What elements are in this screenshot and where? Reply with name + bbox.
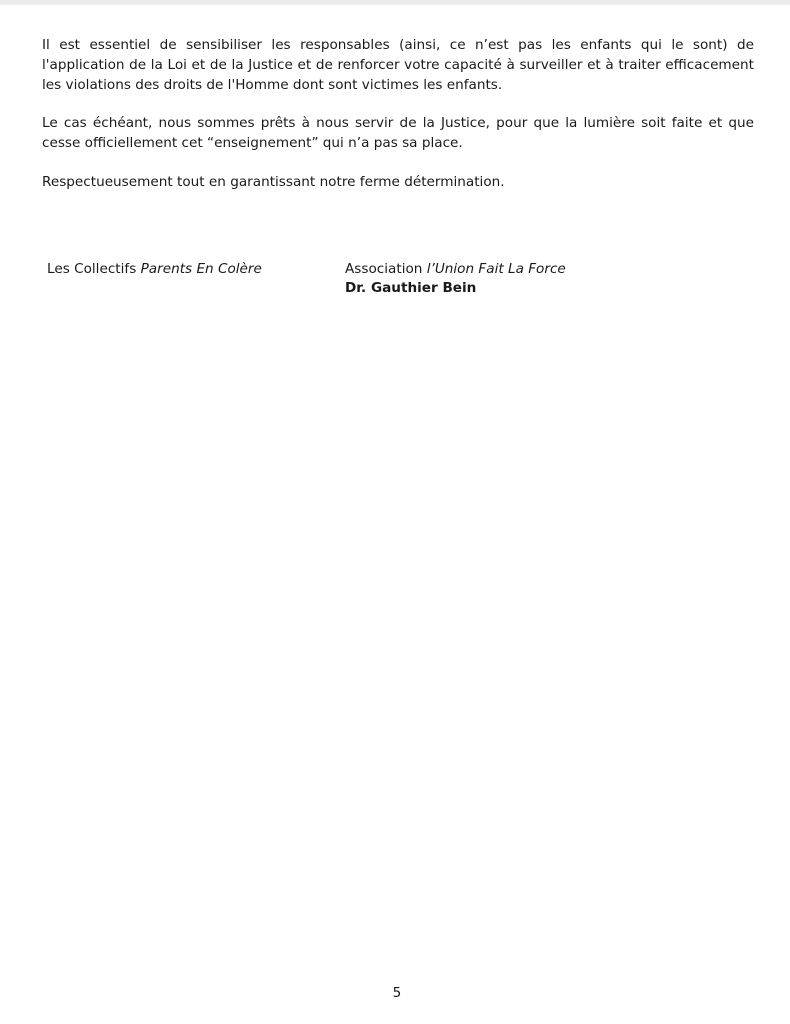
signature-collectifs-italic: Parents En Colère (140, 261, 262, 277)
signature-association-italic: l’Union Fait La Force (426, 261, 566, 277)
paragraph-justice: Le cas échéant, nous sommes prêts à nous servir de la Justice, pour que la lumière soit faite et que cesse officiellement cet “enseignement” qui n’a pas sa place. (42, 115, 754, 151)
signature-association-prefix: Association (345, 261, 427, 277)
signature-association (345, 260, 566, 298)
paragraph-closing: Respectueusement tout en garantissant notre ferme détermination. (42, 174, 505, 190)
page-number: 5 (392, 985, 402, 1001)
signature-collectifs-prefix: Les Collectifs (47, 261, 141, 277)
paragraph-awareness: Il est essentiel de sensibiliser les responsables (ainsi, ce n’est pas les enfants qui le sont) de l'application de la Loi et de la Justice et de renforcer votre capacité à surveiller et à traiter efficacement les violations des droits de l'Homme dont sont victimes les enfants. (42, 37, 754, 93)
signatory-name: Dr. Gauthier Bein (345, 280, 477, 296)
signature-collectifs (47, 260, 262, 279)
